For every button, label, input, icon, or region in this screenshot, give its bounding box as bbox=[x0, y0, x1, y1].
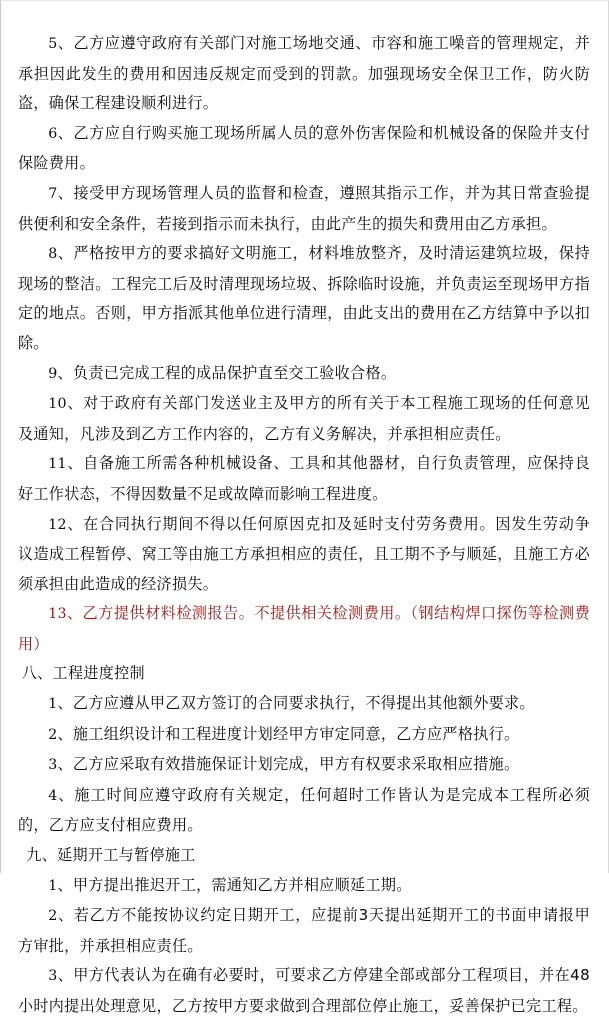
clause-paragraph: 11、自备施工所需各种机械设备、工具和其他器材，自行负责管理，应保持良好工作状态，不得因数量不足或故障而影响工程进度。 bbox=[18, 454, 590, 503]
clause-paragraph-highlighted: 13、乙方提供材料检测报告。不提供相关检测费用。（钢结构焊口探伤等检测费用） bbox=[18, 604, 590, 653]
clause-paragraph: 9、负责已完成工程的成品保护直至交工验收合格。 bbox=[48, 363, 397, 382]
clause-paragraph: 12、在合同执行期间不得以任何原因克扣及延时支付劳务费用。因发生劳动争议造成工程暂停、窝工等由施工方承担相应的责任，且工期不予与顺延，且施工方必须承担由此造成的经济损失。 bbox=[18, 514, 590, 593]
section-heading-eight: 八、工程进度控制 bbox=[21, 664, 145, 683]
clause-paragraph: 1、甲方提出推迟开工，需通知乙方并相应顺延工期。 bbox=[48, 875, 412, 894]
clause-paragraph: 3、乙方应采取有效措施保证计划完成，甲方有权要求采取相应措施。 bbox=[48, 755, 520, 774]
clause-paragraph: 4、施工时间应遵守政府有关规定，任何超时工作皆认为是完成本工程所必须的，乙方应支付相应费用。 bbox=[18, 785, 590, 835]
clause-paragraph: 2、若乙方不能按协议约定日期开工，应提前3天提出延期开工的书面申请报甲方审批，并承担相应责任。 bbox=[18, 906, 590, 955]
clause-paragraph: 5、乙方应遵守政府有关部门对施工场地交通、市容和施工噪音的管理规定，并承担因此发生的费用和因违反规定而受到的罚款。加强现场安全保卫工作，防火防盗，确保工程建设顺利进行。 bbox=[18, 34, 590, 113]
clause-paragraph: 7、接受甲方现场管理人员的监督和检查，遵照其指示工作，并为其日常查验提供便利和安全条件，若接到指示而未执行，由此产生的损失和费用由乙方承担。 bbox=[18, 183, 590, 233]
clause-paragraph: 8、严格按甲方的要求搞好文明施工，材料堆放整齐，及时清运建筑垃圾，保持现场的整洁。工程完工后及时清理现场垃圾、拆除临时设施，并负责运至现场甲方指定的地点。否则，甲方指派其他单位进行清理，由此支出的费用在乙方结算中予以扣除。 bbox=[18, 244, 590, 352]
clause-paragraph: 3、甲方代表认为在确有必要时，可要求乙方停建全部或部分工程项目，并在48小时内提出处理意见，乙方按甲方要求做到合理部位停止施工，妥善保护已完工程。 bbox=[18, 966, 590, 1015]
clause-paragraph: 6、乙方应自行购买施工现场所属人员的意外伤害保险和机械设备的保险并支付保险费用。 bbox=[18, 123, 590, 173]
clause-paragraph: 10、对于政府有关部门发送业主及甲方的所有关于本工程施工现场的任何意见及通知，凡涉及到乙方工作内容的，乙方有义务解决，并承担相应责任。 bbox=[18, 394, 590, 443]
clause-paragraph: 1、乙方应遵从甲乙双方签订的合同要求执行，不得提出其他额外要求。 bbox=[48, 694, 535, 713]
section-heading-nine: 九、延期开工与暂停施工 bbox=[26, 846, 196, 865]
clause-paragraph: 2、施工组织设计和工程进度计划经甲方审定同意，乙方应严格执行。 bbox=[48, 724, 520, 743]
